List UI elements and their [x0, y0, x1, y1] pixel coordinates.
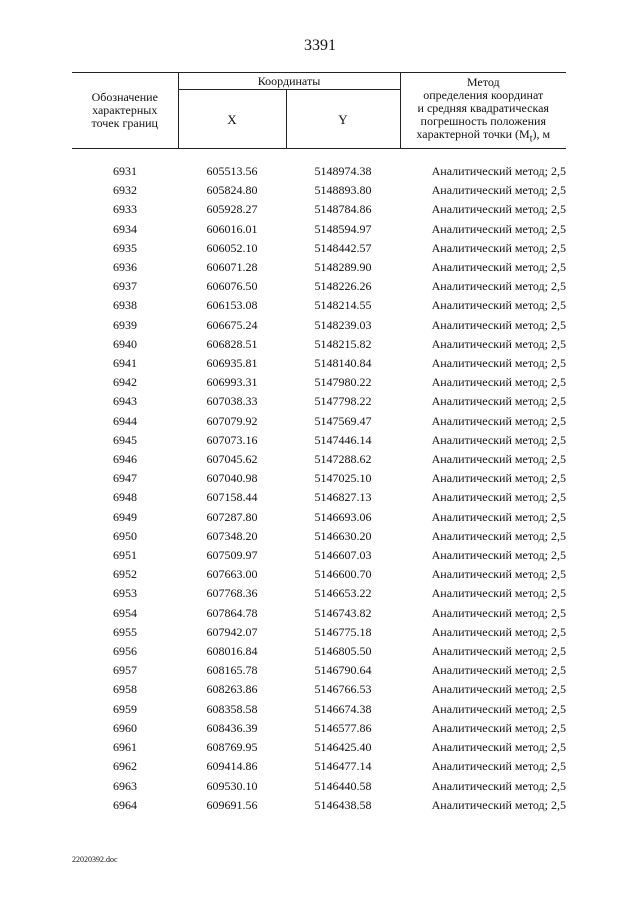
y-coordinate-cell: 5148239.03 — [314, 317, 372, 332]
y-coordinate-cell: 5146425.40 — [314, 740, 372, 755]
method-cell: Аналитический метод; 2,5 — [431, 586, 566, 601]
y-coordinate-cell: 5146766.53 — [314, 682, 372, 697]
y-coordinate-cell: 5148214.55 — [314, 298, 372, 313]
point-id-cell: 6951 — [113, 548, 137, 563]
point-id-cell: 6938 — [113, 298, 137, 313]
point-id-cell: 6956 — [113, 644, 137, 659]
method-cell: Аналитический метод; 2,5 — [431, 394, 566, 409]
table-row — [72, 200, 566, 219]
method-cell: Аналитический метод; 2,5 — [431, 701, 566, 716]
x-coordinate-cell: 607348.20 — [206, 528, 258, 543]
x-coordinate-cell: 606016.01 — [206, 221, 258, 236]
point-id-cell: 6962 — [113, 759, 137, 774]
x-coordinate-cell: 609691.56 — [206, 797, 258, 812]
method-cell: Аналитический метод; 2,5 — [431, 452, 566, 467]
point-id-cell: 6933 — [113, 202, 137, 217]
table-row — [72, 258, 566, 277]
x-coordinate-cell: 608769.95 — [206, 740, 258, 755]
y-coordinate-cell: 5146674.38 — [314, 701, 372, 716]
method-cell: Аналитический метод; 2,5 — [431, 240, 566, 255]
point-id-cell: 6961 — [113, 740, 137, 755]
method-header-text: ), м — [532, 126, 551, 141]
point-id-cell: 6964 — [113, 797, 137, 812]
table-row — [72, 488, 566, 507]
point-id-cell: 6954 — [113, 605, 137, 620]
y-coordinate-cell: 5146477.14 — [314, 759, 372, 774]
table-row — [72, 412, 566, 431]
y-coordinate-cell: 5148594.97 — [314, 221, 372, 236]
method-cell: Аналитический метод; 2,5 — [431, 202, 566, 217]
table-header — [72, 73, 566, 149]
y-coordinate-cell: 5147569.47 — [314, 413, 372, 428]
point-id-cell: 6960 — [113, 720, 137, 735]
method-cell: Аналитический метод; 2,5 — [431, 624, 566, 639]
y-coordinate-cell: 5146790.64 — [314, 663, 372, 678]
table-row — [72, 431, 566, 450]
method-cell: Аналитический метод; 2,5 — [431, 317, 566, 332]
y-coordinate-cell: 5147798.22 — [314, 394, 372, 409]
table-row — [72, 584, 566, 603]
x-coordinate-cell: 606071.28 — [206, 260, 258, 275]
method-cell: Аналитический метод; 2,5 — [431, 797, 566, 812]
table-row — [72, 565, 566, 584]
x-coordinate-cell: 608263.86 — [206, 682, 258, 697]
table-row — [72, 335, 566, 354]
x-coordinate-cell: 607158.44 — [206, 490, 258, 505]
table-body — [72, 149, 566, 815]
y-coordinate-cell: 5148442.57 — [314, 240, 372, 255]
x-coordinate-cell: 607287.80 — [206, 509, 258, 524]
table-row — [72, 469, 566, 488]
point-id-cell: 6941 — [113, 356, 137, 371]
method-cell: Аналитический метод; 2,5 — [431, 260, 566, 275]
y-coordinate-cell: 5146440.58 — [314, 778, 372, 793]
y-coordinate-cell: 5148140.84 — [314, 356, 372, 371]
point-id-cell: 6963 — [113, 778, 137, 793]
y-coordinate-cell: 5146630.20 — [314, 528, 372, 543]
y-coordinate-cell: 5147980.22 — [314, 375, 372, 390]
y-coordinate-cell: 5147288.62 — [314, 452, 372, 467]
x-coordinate-cell: 608165.78 — [206, 663, 258, 678]
y-coordinate-cell: 5146577.86 — [314, 720, 372, 735]
x-coordinate-cell: 609530.10 — [206, 778, 258, 793]
point-id-cell: 6958 — [113, 682, 137, 697]
table-row — [72, 220, 566, 239]
point-id-cell: 6931 — [113, 164, 137, 178]
table-row — [72, 623, 566, 642]
method-header-line: погрешность положения — [420, 113, 546, 128]
point-id-cell: 6957 — [113, 663, 137, 678]
point-id-cell: 6950 — [113, 528, 137, 543]
method-cell: Аналитический метод; 2,5 — [431, 432, 566, 447]
x-coordinate-cell: 607768.36 — [206, 586, 258, 601]
table-row — [72, 296, 566, 315]
method-cell: Аналитический метод; 2,5 — [431, 509, 566, 524]
y-coordinate-cell: 5148215.82 — [314, 336, 372, 351]
point-id-cell: 6936 — [113, 260, 137, 275]
x-coordinate-cell: 606052.10 — [206, 240, 258, 255]
table-row — [72, 392, 566, 411]
method-cell: Аналитический метод; 2,5 — [431, 279, 566, 294]
x-coordinate-cell: 607073.16 — [206, 432, 258, 447]
file-name: 22020392.doc — [72, 855, 118, 864]
table-row — [72, 162, 566, 181]
point-id-cell: 6940 — [113, 336, 137, 351]
table-row — [72, 757, 566, 776]
designation-header-line: Обозначение — [91, 90, 158, 104]
table-row — [72, 527, 566, 546]
table-row — [72, 354, 566, 373]
x-coordinate-cell: 607045.62 — [206, 452, 258, 467]
method-cell: Аналитический метод; 2,5 — [431, 567, 566, 582]
x-coordinate-cell: 605513.56 — [206, 164, 258, 178]
y-coordinate-cell: 5147025.10 — [314, 471, 372, 486]
y-coordinate-cell: 5148974.38 — [314, 164, 372, 178]
x-coordinate-cell: 606993.31 — [206, 375, 258, 390]
method-cell: Аналитический метод; 2,5 — [431, 375, 566, 390]
x-coordinate-cell: 607663.00 — [206, 567, 258, 582]
table-row — [72, 738, 566, 757]
x-coordinate-cell: 606153.08 — [206, 298, 258, 313]
x-coordinate-cell: 607509.97 — [206, 548, 258, 563]
point-id-cell: 6935 — [113, 240, 137, 255]
table-row — [72, 642, 566, 661]
y-coordinate-cell: 5146600.70 — [314, 567, 372, 582]
point-id-cell: 6932 — [113, 183, 137, 198]
point-id-cell: 6955 — [113, 624, 137, 639]
table-row — [72, 450, 566, 469]
point-id-cell: 6959 — [113, 701, 137, 716]
method-cell: Аналитический метод; 2,5 — [431, 298, 566, 313]
x-coordinate-cell: 605928.27 — [206, 202, 258, 217]
table-row — [72, 719, 566, 738]
method-cell: Аналитический метод; 2,5 — [431, 720, 566, 735]
method-header — [400, 73, 566, 149]
coordinates-header: Координаты — [178, 73, 400, 90]
method-cell: Аналитический метод; 2,5 — [431, 740, 566, 755]
header-spacer — [72, 149, 566, 163]
point-id-cell: 6939 — [113, 317, 137, 332]
y-header: Y — [286, 90, 400, 149]
x-coordinate-cell: 606675.24 — [206, 317, 258, 332]
x-coordinate-cell: 608436.39 — [206, 720, 258, 735]
y-coordinate-cell: 5146438.58 — [314, 797, 372, 812]
method-cell: Аналитический метод; 2,5 — [431, 605, 566, 620]
method-cell: Аналитический метод; 2,5 — [431, 471, 566, 486]
designation-header-line: характерных — [92, 103, 158, 117]
x-coordinate-cell: 608358.58 — [206, 701, 258, 716]
x-coordinate-cell: 607942.07 — [206, 624, 258, 639]
y-coordinate-cell: 5146693.06 — [314, 509, 372, 524]
coordinates-table — [72, 72, 566, 815]
y-coordinate-cell: 5148226.26 — [314, 279, 372, 294]
table-row — [72, 700, 566, 719]
x-coordinate-cell: 607038.33 — [206, 394, 258, 409]
x-coordinate-cell: 608016.84 — [206, 644, 258, 659]
method-cell: Аналитический метод; 2,5 — [431, 759, 566, 774]
y-coordinate-cell: 5146827.13 — [314, 490, 372, 505]
point-id-cell: 6934 — [113, 221, 137, 236]
point-id-cell: 6952 — [113, 567, 137, 582]
point-id-cell: 6943 — [113, 394, 137, 409]
y-coordinate-cell: 5146775.18 — [314, 624, 372, 639]
y-coordinate-cell: 5148893.80 — [314, 183, 372, 198]
method-cell: Аналитический метод; 2,5 — [431, 164, 566, 178]
method-cell: Аналитический метод; 2,5 — [431, 336, 566, 351]
point-id-cell: 6937 — [113, 279, 137, 294]
x-coordinate-cell: 607079.92 — [206, 413, 258, 428]
table-row — [72, 239, 566, 258]
method-header-line: и средняя квадратическая — [417, 100, 549, 115]
designation-header — [72, 73, 178, 149]
designation-header-line: точек границ — [91, 116, 158, 130]
method-cell: Аналитический метод; 2,5 — [431, 413, 566, 428]
x-coordinate-cell: 605824.80 — [206, 183, 258, 198]
point-id-cell: 6947 — [113, 471, 137, 486]
method-cell: Аналитический метод; 2,5 — [431, 778, 566, 793]
point-id-cell: 6946 — [113, 452, 137, 467]
method-cell: Аналитический метод; 2,5 — [431, 663, 566, 678]
table-row — [72, 604, 566, 623]
table-row — [72, 796, 566, 815]
y-coordinate-cell: 5146743.82 — [314, 605, 372, 620]
y-coordinate-cell: 5148289.90 — [314, 260, 372, 275]
method-cell: Аналитический метод; 2,5 — [431, 490, 566, 505]
x-coordinate-cell: 606935.81 — [206, 356, 258, 371]
x-coordinate-cell: 606828.51 — [206, 336, 258, 351]
point-id-cell: 6948 — [113, 490, 137, 505]
method-cell: Аналитический метод; 2,5 — [431, 528, 566, 543]
table-row — [72, 661, 566, 680]
x-coordinate-cell: 606076.50 — [206, 279, 258, 294]
table-row — [72, 546, 566, 565]
x-coordinate-cell: 607864.78 — [206, 605, 258, 620]
method-header-line — [416, 126, 551, 145]
table-row — [72, 777, 566, 796]
point-id-cell: 6949 — [113, 509, 137, 524]
y-coordinate-cell: 5146653.22 — [314, 586, 372, 601]
y-coordinate-cell: 5146607.03 — [314, 548, 372, 563]
point-id-cell: 6944 — [113, 413, 137, 428]
table-row — [72, 181, 566, 200]
table-row — [72, 680, 566, 699]
method-cell: Аналитический метод; 2,5 — [431, 221, 566, 236]
method-header-line: Метод — [466, 74, 500, 89]
point-id-cell: 6953 — [113, 586, 137, 601]
y-coordinate-cell: 5148784.86 — [314, 202, 372, 217]
method-cell: Аналитический метод; 2,5 — [431, 548, 566, 563]
point-id-cell: 6945 — [113, 432, 137, 447]
table-row — [72, 316, 566, 335]
method-cell: Аналитический метод; 2,5 — [431, 644, 566, 659]
point-id-cell: 6942 — [113, 375, 137, 390]
x-coordinate-cell: 607040.98 — [206, 471, 258, 486]
method-header-line: определения координат — [423, 87, 544, 102]
table-row — [72, 277, 566, 296]
method-header-subscript: t — [529, 133, 533, 145]
page-number: 3391 — [304, 37, 336, 54]
table-row — [72, 373, 566, 392]
method-cell: Аналитический метод; 2,5 — [431, 356, 566, 371]
method-cell: Аналитический метод; 2,5 — [431, 682, 566, 697]
table-row — [72, 508, 566, 527]
method-header-text: характерной точки (M — [416, 126, 530, 141]
y-coordinate-cell: 5146805.50 — [314, 644, 372, 659]
x-coordinate-cell: 609414.86 — [206, 759, 258, 774]
method-cell: Аналитический метод; 2,5 — [431, 183, 566, 198]
x-header: X — [178, 90, 286, 149]
y-coordinate-cell: 5147446.14 — [314, 432, 372, 447]
